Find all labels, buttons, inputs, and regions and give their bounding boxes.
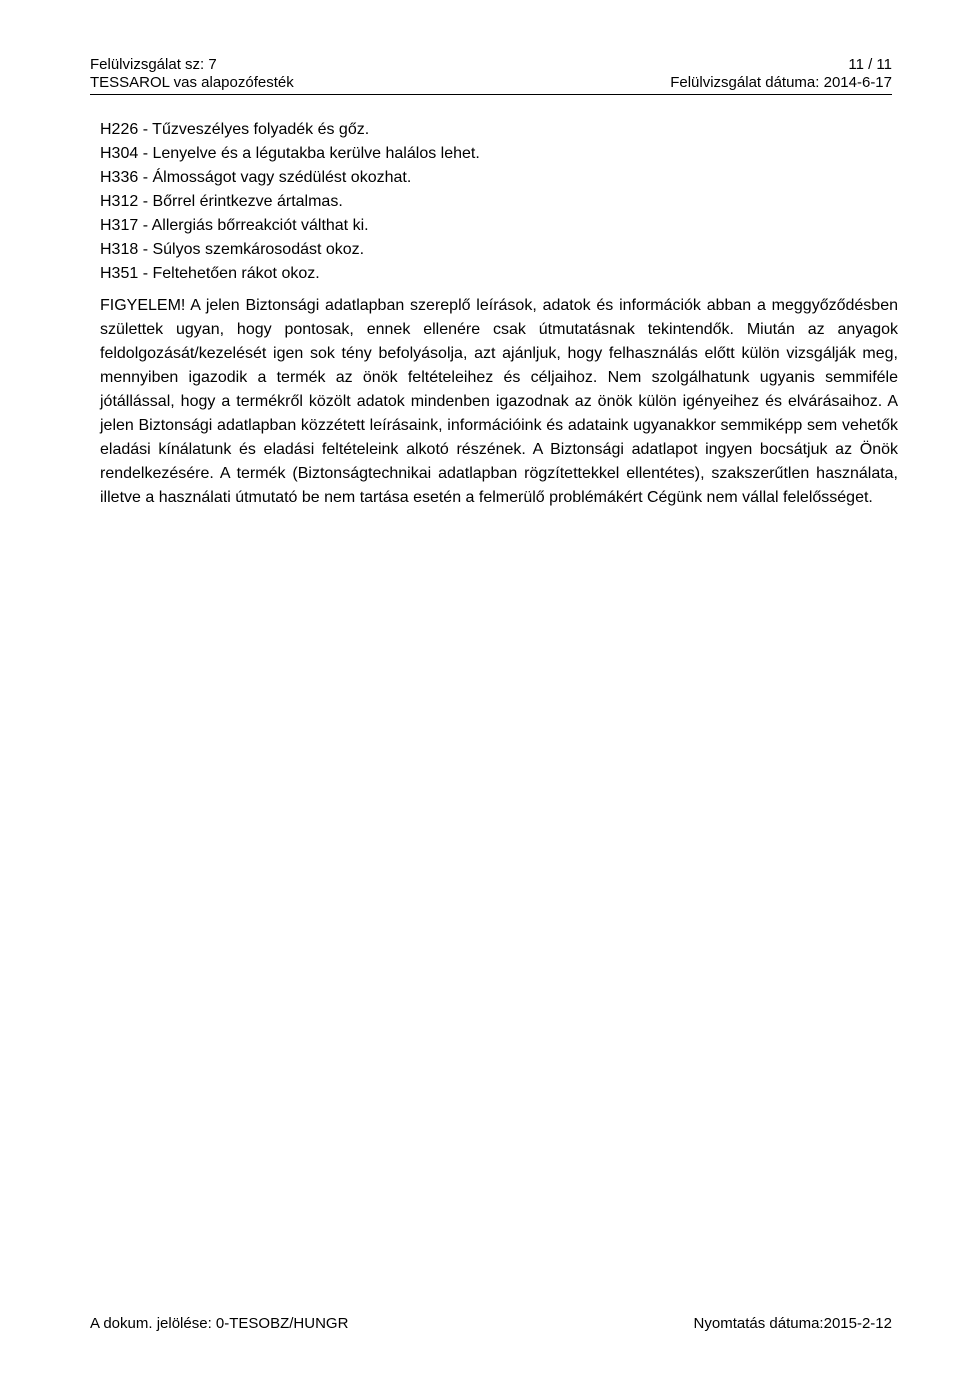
disclaimer-paragraph: FIGYELEM! A jelen Biztonsági adatlapban szereplő leírások, adatok és információk abban a meggyőződésben születtek ugyan, hogy pontosak, ennek ellenére csak útmutatásnak tekintendők. Miután az anyagok feldolgozását/kezelését igen sok tény befolyásolja, azt ajánljuk, hogy felhasználás előtt külön vizsgálják meg, mennyiben igazodik a termék az önök feltételeihez és céljaihoz. Nem szolgálhatunk ugyanis semmiféle jótállással, hogy a termékről közölt adatok mindenben igazodnak az önök külön igényeihez és elvárásaihoz. A jelen Biztonsági adatlapban közzétett leírásaink, információink és adataink ugyanakkor semmiképp sem vehetők eladási kínálatunk és eladási feltételeink alkotó részének. A Biztonsági adatlapot ingyen bocsátjuk az Önök rendelkezésére. A termék (Biztonságtechnikai adatlapban rögzítettekkel ellentétes), szakszerűtlen használata, illetve a használati útmutató be nem tartása esetén a felmerülő problémákért Cégünk nem vállal felelősséget.: [100, 297, 898, 506]
page-header: [90, 56, 892, 95]
hazard-statement: H312 - Bőrrel érintkezve ártalmas.: [100, 193, 343, 210]
revision-date: Felülvizsgálat dátuma: 2014-6-17: [670, 74, 892, 91]
header-row-top: [90, 56, 892, 74]
hazard-statement-list: [100, 118, 480, 286]
print-date: Nyomtatás dátuma:2015-2-12: [693, 1315, 892, 1332]
product-name: TESSAROL vas alapozófesték: [90, 74, 294, 91]
document-code: A dokum. jelölése: 0-TESOBZ/HUNGR: [90, 1315, 349, 1332]
header-row-bottom: [90, 74, 892, 92]
page-number: 11 / 11: [848, 56, 892, 73]
hazard-statement: H304 - Lenyelve és a légutakba kerülve halálos lehet.: [100, 145, 480, 162]
hazard-statement: H317 - Allergiás bőrreakciót válthat ki.: [100, 217, 369, 234]
hazard-statement: H351 - Feltehetően rákot okoz.: [100, 265, 320, 282]
hazard-statement: H336 - Álmosságot vagy szédülést okozhat.: [100, 169, 412, 186]
page-footer: [90, 1315, 892, 1333]
revision-number: Felülvizsgálat sz: 7: [90, 56, 217, 73]
hazard-statement: H226 - Tűzveszélyes folyadék és gőz.: [100, 121, 370, 138]
hazard-statement: H318 - Súlyos szemkárosodást okoz.: [100, 241, 365, 258]
